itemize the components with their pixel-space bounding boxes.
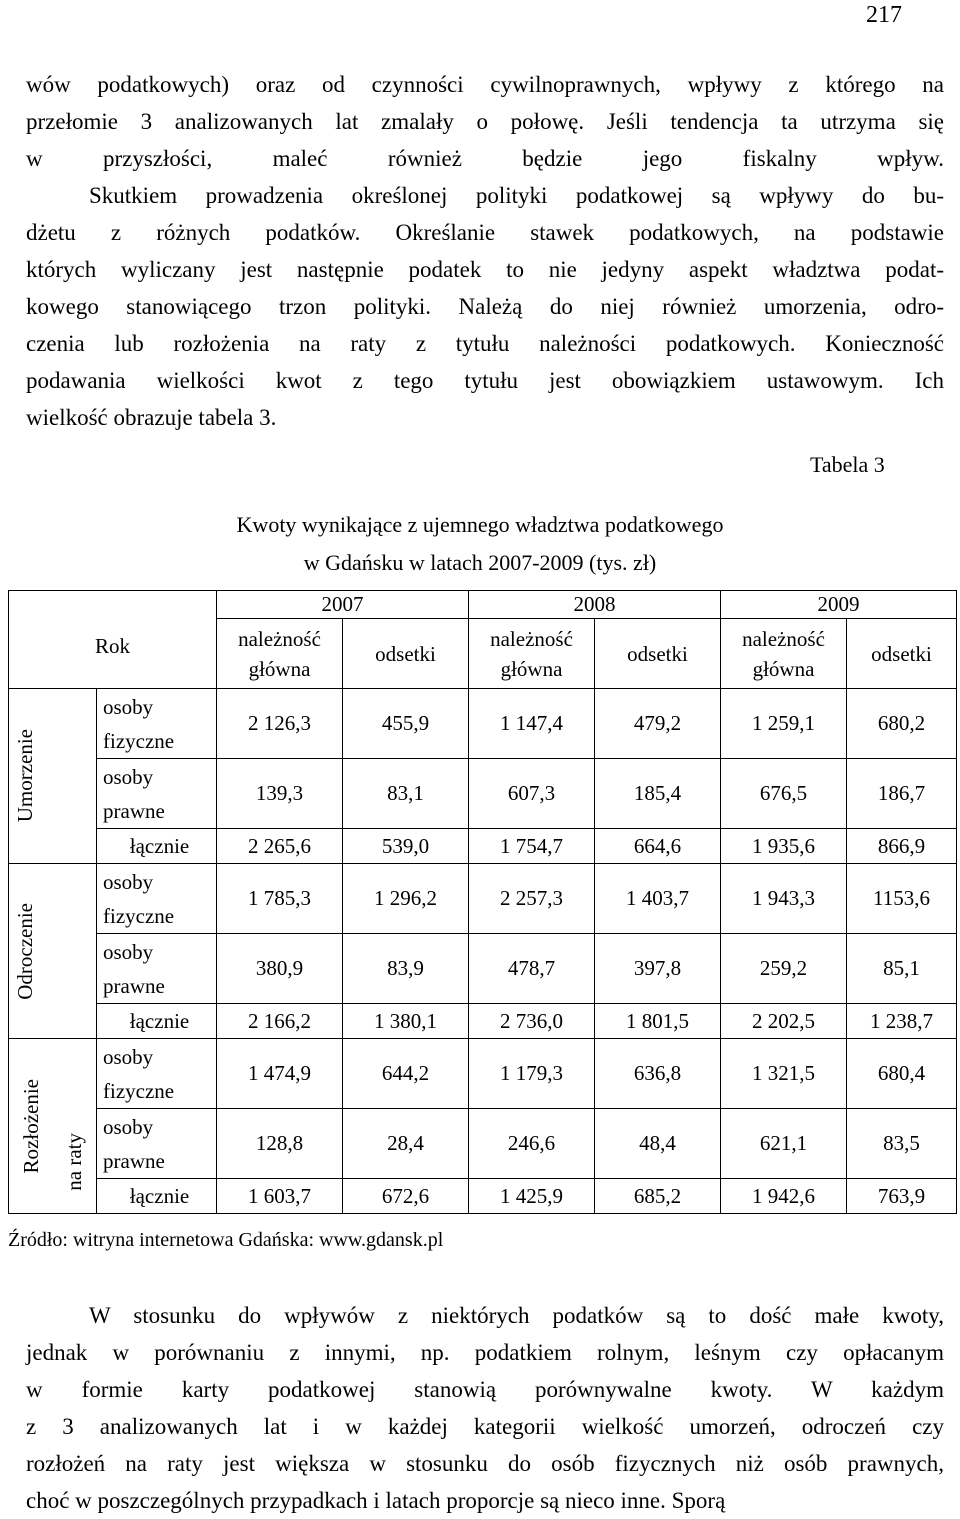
value-cell: 680,4 xyxy=(847,1039,957,1109)
value-cell: 1 935,6 xyxy=(721,829,847,864)
subheader-main-2009 xyxy=(721,619,847,689)
year-header-2009: 2009 xyxy=(721,591,957,619)
row-label-cell xyxy=(97,829,217,864)
row-label-cell xyxy=(97,1179,217,1214)
text-line: w formie karty podatkowej stanowią porównywalne kwoty. W każdym xyxy=(26,1377,944,1402)
value-cell: 1 943,3 xyxy=(721,864,847,934)
value-cell: 83,1 xyxy=(343,759,469,829)
header-row-years xyxy=(9,591,957,619)
value-cell: 1 296,2 xyxy=(343,864,469,934)
year-header-2008: 2008 xyxy=(469,591,721,619)
text-line: podawania wielkości kwot z tego tytułu jest obowiązkiem ustawowym. Ich xyxy=(26,368,944,393)
intro-paragraph xyxy=(26,66,944,436)
text-line: w przyszłości, maleć również będzie jego fiskalny wpływ. xyxy=(26,146,944,171)
subheader-interest-2008: odsetki xyxy=(595,619,721,689)
subheader-main-line1: należność xyxy=(238,626,321,651)
value-cell: 2 202,5 xyxy=(721,1004,847,1039)
value-cell: 83,9 xyxy=(343,934,469,1004)
value-cell: 2 166,2 xyxy=(217,1004,343,1039)
table-row xyxy=(9,689,957,759)
group-label: Odroczenie xyxy=(13,902,37,1000)
value-cell: 185,4 xyxy=(595,759,721,829)
page-number: 217 xyxy=(866,2,902,28)
value-cell: 85,1 xyxy=(847,934,957,1004)
row-label-line1: łącznie xyxy=(129,834,190,858)
row-label-cell xyxy=(97,1109,217,1179)
year-header-2007: 2007 xyxy=(217,591,469,619)
group-label: Rozłożenie xyxy=(18,1078,43,1174)
text-line: czenia lub rozłożenia na raty z tytułu należności podatkowych. Konieczność xyxy=(26,331,944,356)
value-cell: 1 754,7 xyxy=(469,829,595,864)
row-label-line1: osoby xyxy=(103,1044,154,1069)
value-cell: 1 603,7 xyxy=(217,1179,343,1214)
subheader-main-line2: główna xyxy=(248,656,311,681)
text-line: wielkość obrazuje tabela 3. xyxy=(26,405,277,430)
source-note: Źródło: witryna internetowa Gdańska: www.gdansk.pl xyxy=(8,1229,444,1251)
value-cell: 2 265,6 xyxy=(217,829,343,864)
text-line: kowego stanowiącego trzon polityki. Należą do niej również umorzenia, odro- xyxy=(26,294,944,319)
group-label-cell xyxy=(9,1039,53,1214)
value-cell: 455,9 xyxy=(343,689,469,759)
value-cell: 685,2 xyxy=(595,1179,721,1214)
table-row xyxy=(9,1039,957,1109)
value-cell: 1 942,6 xyxy=(721,1179,847,1214)
value-cell: 139,3 xyxy=(217,759,343,829)
value-cell: 246,6 xyxy=(469,1109,595,1179)
row-label-line2: prawne xyxy=(103,973,165,998)
subheader-main-2007 xyxy=(217,619,343,689)
value-cell: 644,2 xyxy=(343,1039,469,1109)
subheader-main-line1: należność xyxy=(490,626,573,651)
text-line: z 3 analizowanych lat i w każdej kategorii wielkość umorzeń, odroczeń czy xyxy=(26,1414,944,1439)
value-cell: 763,9 xyxy=(847,1179,957,1214)
subheader-interest-2009: odsetki xyxy=(847,619,957,689)
text-line: dżetu z różnych podatków. Określanie stawek podatkowych, na podstawie xyxy=(26,220,944,245)
value-cell: 478,7 xyxy=(469,934,595,1004)
group-label-cell xyxy=(9,689,97,864)
table-row xyxy=(9,864,957,934)
table-row xyxy=(9,759,957,829)
value-cell: 1 380,1 xyxy=(343,1004,469,1039)
value-cell: 2 257,3 xyxy=(469,864,595,934)
value-cell: 676,5 xyxy=(721,759,847,829)
table-label: Tabela 3 xyxy=(810,452,885,477)
table-row xyxy=(9,934,957,1004)
value-cell: 607,3 xyxy=(469,759,595,829)
subheader-interest-2007: odsetki xyxy=(343,619,469,689)
row-label-line1: osoby xyxy=(103,869,154,894)
row-label-line2: fizyczne xyxy=(103,728,175,753)
row-label-line1: łącznie xyxy=(129,1184,190,1208)
value-cell: 479,2 xyxy=(595,689,721,759)
text-line: W stosunku do wpływów z niektórych podatków są to dość małe kwoty, xyxy=(89,1303,944,1328)
value-cell: 1 238,7 xyxy=(847,1004,957,1039)
value-cell: 1 147,4 xyxy=(469,689,595,759)
value-cell: 1 425,9 xyxy=(469,1179,595,1214)
value-cell: 539,0 xyxy=(343,829,469,864)
value-cell: 1 321,5 xyxy=(721,1039,847,1109)
value-cell: 259,2 xyxy=(721,934,847,1004)
text-line: jednak w porównaniu z innymi, np. podatkiem rolnym, leśnym czy opłacanym xyxy=(26,1340,944,1365)
text-line: których wyliczany jest następnie podatek to nie jedyny aspekt władztwa podat- xyxy=(26,257,944,282)
text-line: przełomie 3 analizowanych lat zmalały o połowę. Jeśli tendencja ta utrzyma się xyxy=(26,109,944,134)
value-cell: 1 259,1 xyxy=(721,689,847,759)
row-label-line2: prawne xyxy=(103,798,165,823)
value-cell: 1 785,3 xyxy=(217,864,343,934)
row-label-line2: fizyczne xyxy=(103,903,175,928)
value-cell: 680,2 xyxy=(847,689,957,759)
row-label-cell xyxy=(97,759,217,829)
row-label-line2: prawne xyxy=(103,1148,165,1173)
text-line: wów podatkowych) oraz od czynności cywilnoprawnych, wpływy z którego na xyxy=(26,72,944,97)
value-cell: 1 179,3 xyxy=(469,1039,595,1109)
row-label-cell xyxy=(97,934,217,1004)
value-cell: 664,6 xyxy=(595,829,721,864)
value-cell: 380,9 xyxy=(217,934,343,1004)
data-table xyxy=(8,590,957,1214)
value-cell: 128,8 xyxy=(217,1109,343,1179)
row-label-line1: osoby xyxy=(103,764,154,789)
value-cell: 397,8 xyxy=(595,934,721,1004)
value-cell: 48,4 xyxy=(595,1109,721,1179)
row-label-cell xyxy=(97,689,217,759)
subheader-main-line1: należność xyxy=(742,626,825,651)
text-line: rozłożeń na raty jest większa w stosunku do osób fizycznych niż osób prawnych, xyxy=(26,1451,944,1476)
row-label-line1: łącznie xyxy=(129,1009,190,1033)
value-cell: 672,6 xyxy=(343,1179,469,1214)
caption-line-1: Kwoty wynikające z ujemnego władztwa podatkowego xyxy=(236,512,724,537)
row-label-cell xyxy=(97,864,217,934)
row-label-cell xyxy=(97,1039,217,1109)
value-cell: 636,8 xyxy=(595,1039,721,1109)
table-caption xyxy=(0,506,960,582)
text-line: choć w poszczególnych przypadkach i latach proporcje są nieco inne. Sporą xyxy=(26,1488,726,1513)
value-cell: 866,9 xyxy=(847,829,957,864)
row-label-line1: osoby xyxy=(103,1114,154,1139)
value-cell: 2 126,3 xyxy=(217,689,343,759)
value-cell: 621,1 xyxy=(721,1109,847,1179)
text-line: Skutkiem prowadzenia określonej polityki podatkowej są wpływy do bu- xyxy=(89,183,944,208)
row-label-line1: osoby xyxy=(103,939,154,964)
table-row xyxy=(9,829,957,864)
rok-header-cell xyxy=(9,591,217,689)
outro-paragraph xyxy=(26,1297,944,1519)
row-label-line1: osoby xyxy=(103,694,154,719)
value-cell: 83,5 xyxy=(847,1109,957,1179)
value-cell: 186,7 xyxy=(847,759,957,829)
caption-line-2: w Gdańsku w latach 2007-2009 (tys. zł) xyxy=(303,550,657,575)
value-cell: 2 736,0 xyxy=(469,1004,595,1039)
value-cell: 28,4 xyxy=(343,1109,469,1179)
table-row xyxy=(9,1109,957,1179)
group-label: Umorzenie xyxy=(13,729,37,823)
table-row xyxy=(9,1179,957,1214)
table-row xyxy=(9,1004,957,1039)
row-label-line2: fizyczne xyxy=(103,1078,175,1103)
value-cell: 1 403,7 xyxy=(595,864,721,934)
group-label-2: na raty xyxy=(62,1133,87,1191)
value-cell: 1 474,9 xyxy=(217,1039,343,1109)
subheader-main-line2: główna xyxy=(752,656,815,681)
value-cell: 1153,6 xyxy=(847,864,957,934)
group-label-cell xyxy=(9,864,97,1039)
subheader-main-2008 xyxy=(469,619,595,689)
subheader-main-line2: główna xyxy=(500,656,563,681)
value-cell: 1 801,5 xyxy=(595,1004,721,1039)
row-label-cell xyxy=(97,1004,217,1039)
group-label2-cell xyxy=(53,1039,97,1214)
rok-label: Rok xyxy=(95,634,131,658)
